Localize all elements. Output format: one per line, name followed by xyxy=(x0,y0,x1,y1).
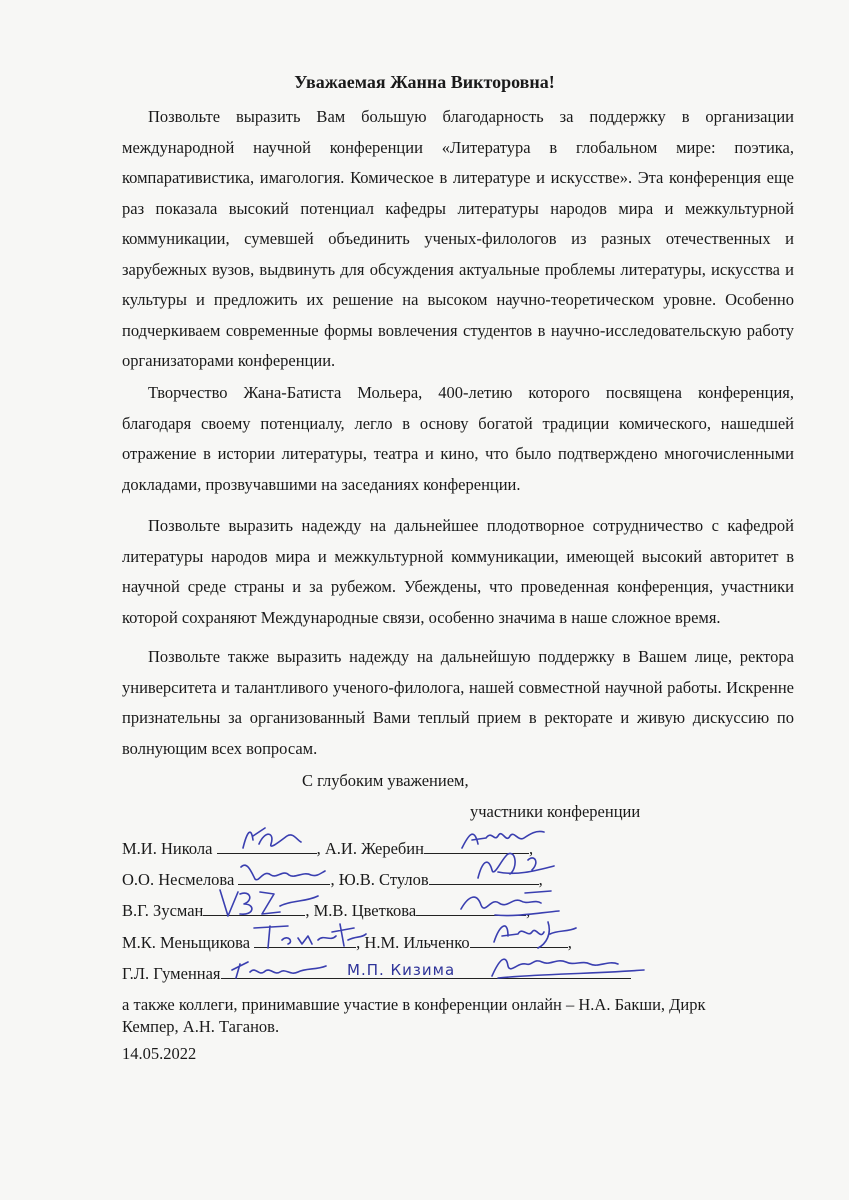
signature-image xyxy=(228,954,328,982)
signature-image xyxy=(235,822,305,856)
participants-label: участники конференции xyxy=(470,802,641,821)
signatory-name: Г.Л. Гуменная xyxy=(122,964,221,983)
paragraph-3: Позвольте выразить надежду на дальнейшее плодотворное сотрудничество с кафедрой литературы народов мира и межкультурной коммуникации, имеющей высокий авторитет в научной среде страны и за рубежом. Убеждены, что проведенная конференция, участники которой сохраняют Международные связи, особенно значима в наше сложное время. xyxy=(122,516,794,627)
signatory-name: А.И. Жеребин xyxy=(324,839,424,858)
signatory-name: М.И. Никола xyxy=(122,839,213,858)
signature-row: В.Г. Зусман , М.В. Цветкова , xyxy=(122,901,531,920)
paragraph-2: Творчество Жана-Батиста Мольера, 400-летию которого посвящена конференция, благодаря своему потенциалу, легло в основу богатой традиции комического, нашедшей отражение в истории литературы, театра и кино, что было подтверждено многочисленными докладами, прозвучавшими на заседаниях конференции. xyxy=(122,383,794,494)
signature-row: М.К. Меньщикова , Н.М. Ильченко , xyxy=(122,933,572,952)
letter-date: 14.05.2022 xyxy=(122,1044,197,1063)
online-participants-note: а также коллеги, принимавшие участие в конференции онлайн – Н.А. Бакши, Дирк Кемпер, А.Н. Таганов. xyxy=(122,995,706,1036)
signatory-name: О.О. Несмелова xyxy=(122,870,235,889)
handwritten-name: М.П. Кизима xyxy=(347,961,456,979)
signature-row: О.О. Несмелова , Ю.В. Стулов , xyxy=(122,870,543,889)
signatory-name: В.Г. Зусман xyxy=(122,901,204,920)
paragraph-4: Позвольте также выразить надежду на дальнейшую поддержку в Вашем лице, ректора университета и талантливого ученого-филолога, нашей совместной научной работы. Искренне признательны за организованный Вами теплый прием в ректорате и живую дискуссию по волнующим всех вопросам. xyxy=(122,647,794,758)
signatory-name: Н.М. Ильченко xyxy=(364,933,470,952)
signature-image xyxy=(248,914,368,954)
signature-row: М.И. Никола , А.И. Жеребин , xyxy=(122,839,534,858)
signature-image xyxy=(468,848,558,890)
signatory-name: М.К. Меньщикова xyxy=(122,933,251,952)
signature-image xyxy=(478,948,648,982)
salutation: Уважаемая Жанна Викторовна! xyxy=(294,72,555,92)
paragraph-1: Позвольте выразить Вам большую благодарность за поддержку в организации международной научной конференции «Литература в глобальном мире: поэтика, компаративистика, имагология. Комическое в литературе и искусстве». Эта конференция еще раз показала высокий потенциал кафедры литературы народов мира и межкультурной коммуникации, сумевшей объединить ученых-филологов из разных отечественных и зарубежных вузов, выдвинуть для обсуждения актуальные проблемы литературы, искусства и культуры и предложить их решение на высоком научно-теоретическом уровне. Особенно подчеркиваем современные формы вовлечения студентов в научно-исследовательскую работу организаторами конференции. xyxy=(122,107,794,370)
signatory-name: М.В. Цветкова xyxy=(313,901,417,920)
closing-phrase: С глубоким уважением, xyxy=(302,771,469,790)
signatory-name: Ю.В. Стулов xyxy=(338,870,429,889)
